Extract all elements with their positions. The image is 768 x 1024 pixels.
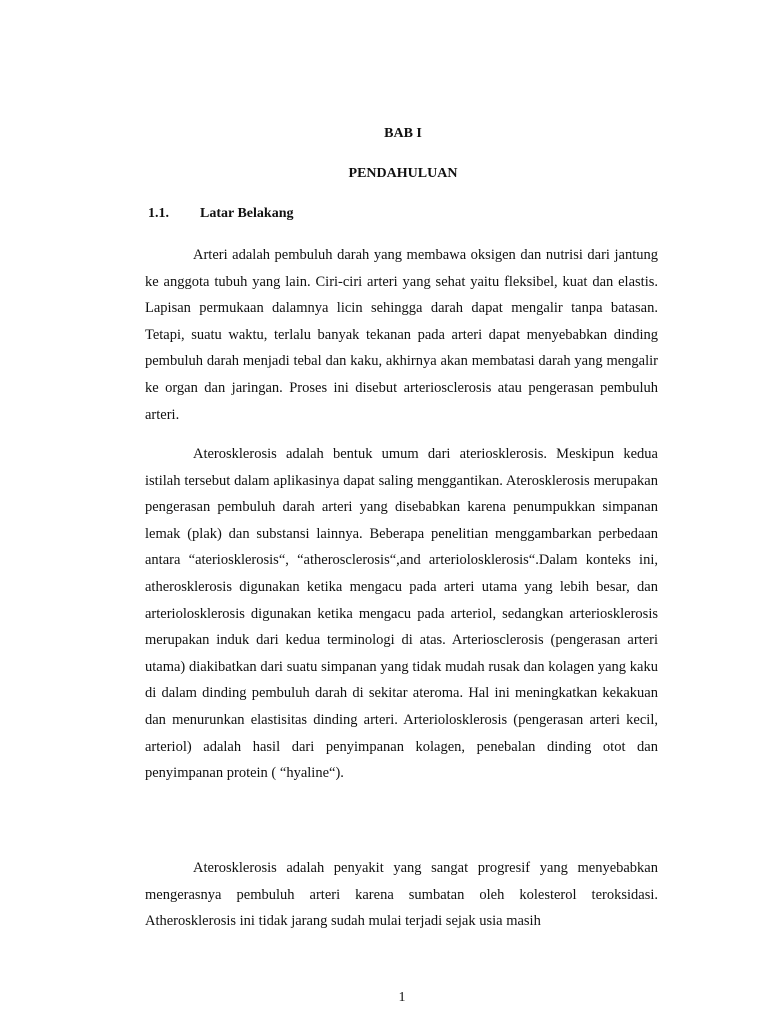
section-title: Latar Belakang: [200, 206, 294, 221]
page-number: 1: [398, 990, 406, 1005]
chapter-title: PENDAHULUAN: [348, 166, 458, 181]
section-number: 1.1.: [148, 206, 169, 221]
section-heading: [148, 206, 293, 222]
paragraph-2-block: [145, 441, 658, 787]
paragraph: Aterosklerosis adalah bentuk umum dari ateriosklerosis. Meskipun kedua istilah tersebut dalam aplikasinya dapat saling menggantikan. Aterosklerosis merupakan pengerasan pembuluh darah arteri yang disebabkan karena penumpukkan simpanan lemak (plak) dan substansi lainnya. Beberapa penelitian menggambarkan perbedaan antara “ateriosklerosis“, “atherosclerosis“,and arteriolosklerosis“.Dalam konteks ini, atherosklerosis digunakan ketika mengacu pada arteri utama yang lebih besar, dan arteriolosklerosis digunakan ketika mengacu pada arteriol, sedangkan arteriosklerosis merupakan induk dari kedua terminologi di atas. Arteriosclerosis (pengerasan arteri utama) diakibatkan dari suatu simpanan yang tidak mudah rusak dan kolagen yang kaku di dalam dinding pembuluh darah di sekitar ateroma. Hal ini meningkatkan kekakuan dan menurunkan elastisitas dinding arteri. Arteriolosklerosis (pengerasan arteri kecil, arteriol) adalah hasil dari penyimpanan kolagen, penebalan dinding otot dan penyimpanan protein ( “hyaline“).: [145, 446, 658, 782]
paragraph: Aterosklerosis adalah penyakit yang sangat progresif yang menyebabkan mengerasnya pembuluh arteri karena sumbatan oleh kolesterol teroksidasi. Atherosklerosis ini tidak jarang sudah mulai terjadi sejak usia masih: [145, 860, 658, 930]
paragraph: Arteri adalah pembuluh darah yang membawa oksigen dan nutrisi dari jantung ke anggota tubuh yang lain. Ciri-ciri arteri yang sehat yaitu fleksibel, kuat dan elastis. Lapisan permukaan dalamnya licin sehingga darah dapat mengalir tanpa batasan. Tetapi, suatu waktu, terlalu banyak tekanan pada arteri dapat menyebabkan dinding pembuluh darah menjadi tebal dan kaku, akhirnya akan membatasi darah yang mengalir ke organ dan jaringan. Proses ini disebut arteriosclerosis atau pengerasan pembuluh arteri.: [145, 247, 658, 423]
chapter-number: BAB I: [384, 126, 422, 141]
paragraph-1-block: [145, 242, 658, 428]
paragraph-3-block: [145, 855, 658, 935]
